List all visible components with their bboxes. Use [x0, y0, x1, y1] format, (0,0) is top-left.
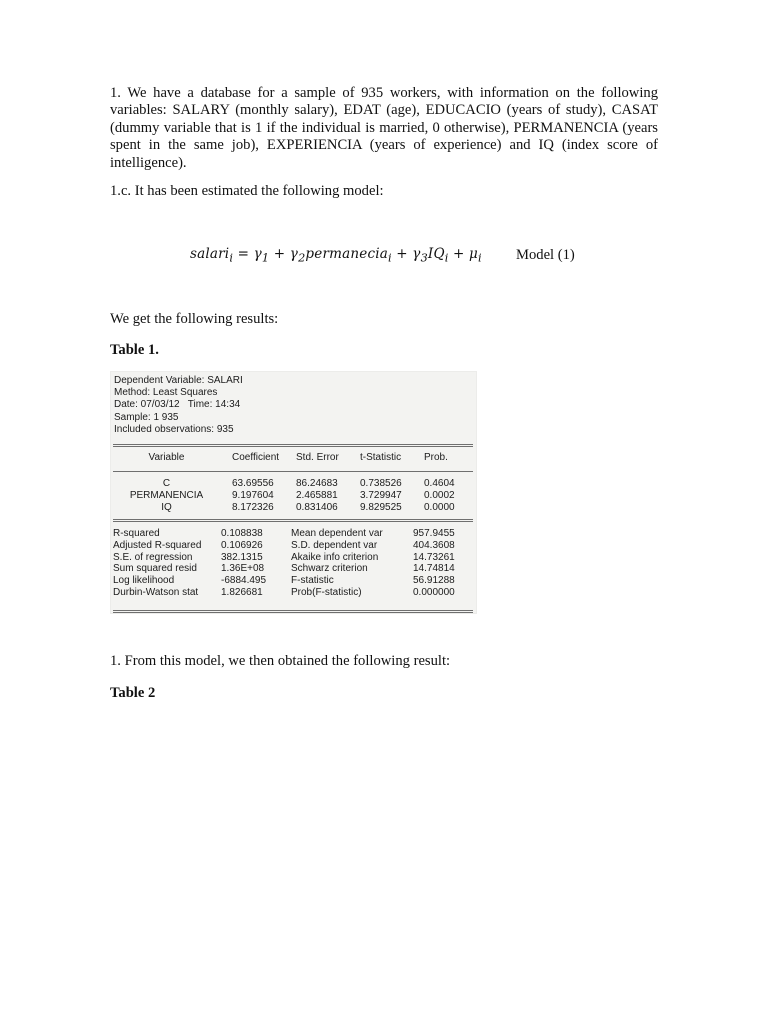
stat-label: Adjusted R-squared [113, 539, 202, 551]
table2-heading: Table 2 [110, 685, 156, 701]
equation-lhs: salari [190, 246, 230, 262]
header-std-error: Std. Error [296, 452, 339, 463]
stat-value: 14.74814 [413, 563, 455, 575]
coefficient-value: 9.197604 [232, 489, 274, 501]
stat-label: Mean dependent var [291, 528, 383, 539]
model-intro-text: 1.c. It has been estimated the following model: [110, 183, 384, 199]
divider [113, 446, 473, 447]
date-time-line: Date: 07/03/12 Time: 14:34 [114, 399, 241, 411]
regression-equation: salari$_i$ = $\gamma_1$ + $\gamma_2permanecia_i + \gamma_3IQ_i + \mu_i$ [190, 246, 482, 265]
stat-label: F-statistic [291, 575, 334, 587]
stat-label: Durbin-Watson stat [113, 586, 199, 598]
stat-value: -6884.495 [221, 575, 267, 587]
header-variable: Variable [148, 452, 185, 463]
stat-label: Schwarz criterion [291, 563, 368, 575]
table-row [113, 528, 473, 540]
stat-label: Log likelihood [113, 575, 175, 587]
observations-line: Included observations: 935 [114, 423, 234, 435]
stat-value: 957.9455 [413, 528, 455, 539]
regression-statistics [113, 528, 473, 599]
table1-heading: Table 1. [110, 342, 159, 358]
dependent-variable-line: Dependent Variable: SALARI [114, 375, 243, 386]
header-t-statistic: t-Statistic [360, 452, 402, 463]
stat-value: 14.73261 [413, 551, 455, 563]
stat-value: 0.106926 [221, 539, 263, 551]
table-row [113, 575, 473, 587]
table-row [113, 490, 473, 502]
table-row [113, 563, 473, 575]
t-statistic-value: 9.829525 [360, 501, 402, 513]
t-statistic-value: 0.738526 [360, 478, 402, 489]
sample-line: Sample: 1 935 [114, 411, 179, 423]
divider [113, 519, 473, 520]
header-coefficient: Coefficient [232, 452, 280, 463]
table-row [113, 540, 473, 552]
stat-label: S.E. of regression [113, 551, 193, 563]
regression-metadata [114, 375, 243, 436]
coefficient-value: 8.172326 [232, 501, 274, 513]
method-line: Method: Least Squares [114, 387, 218, 399]
prob-value: 0.0002 [424, 489, 455, 501]
coefficient-header-row [113, 452, 473, 464]
follow-up-text: 1. From this model, we then obtained the following result: [110, 653, 451, 669]
variable-name: PERMANENCIA [129, 489, 204, 501]
divider [113, 521, 473, 522]
header-prob: Prob. [424, 452, 448, 463]
stat-value: 0.000000 [413, 586, 455, 598]
divider [113, 612, 473, 613]
variable-name: C [162, 478, 171, 489]
stat-label: Sum squared resid [113, 563, 197, 575]
t-statistic-value: 3.729947 [360, 489, 402, 501]
std-error-value: 86.24683 [296, 478, 338, 489]
table-row [113, 552, 473, 564]
stat-value: 382.1315 [221, 551, 263, 563]
stat-value: 404.3608 [413, 539, 455, 551]
table-row [113, 502, 473, 514]
stat-value: 56.91288 [413, 575, 455, 587]
variable-name: IQ [161, 501, 172, 513]
coefficient-value: 63.69556 [232, 478, 274, 489]
stat-label: R-squared [113, 528, 160, 539]
std-error-value: 0.831406 [296, 501, 338, 513]
model-label: Model (1) [516, 247, 575, 263]
stat-label: S.D. dependent var [291, 539, 378, 551]
stat-value: 0.108838 [221, 528, 263, 539]
prob-value: 0.0000 [424, 501, 455, 513]
std-error-value: 2.465881 [296, 489, 338, 501]
divider [113, 444, 473, 445]
table-row [113, 478, 473, 490]
stat-value: 1.36E+08 [221, 563, 265, 575]
prob-value: 0.4604 [424, 478, 455, 489]
divider [113, 471, 473, 472]
stat-label: Prob(F-statistic) [291, 586, 362, 598]
table-row [113, 587, 473, 599]
intro-paragraph: 1. We have a database for a sample of 935 workers, with information on the following variables: SALARY (monthly salary), EDAT (age), EDUCACIO (years of study), CASAT (dummy variable that is 1 if the individual is married, 0 otherwise), PERMANENCIA (years spent in the same job), EXPERIENCIA (years of experience) and IQ (index score of intelligence). [110, 85, 658, 171]
results-intro-text: We get the following results: [110, 311, 279, 327]
stat-label: Akaike info criterion [291, 551, 379, 563]
coefficient-table [113, 478, 473, 513]
stat-value: 1.826681 [221, 586, 263, 598]
divider [113, 610, 473, 611]
